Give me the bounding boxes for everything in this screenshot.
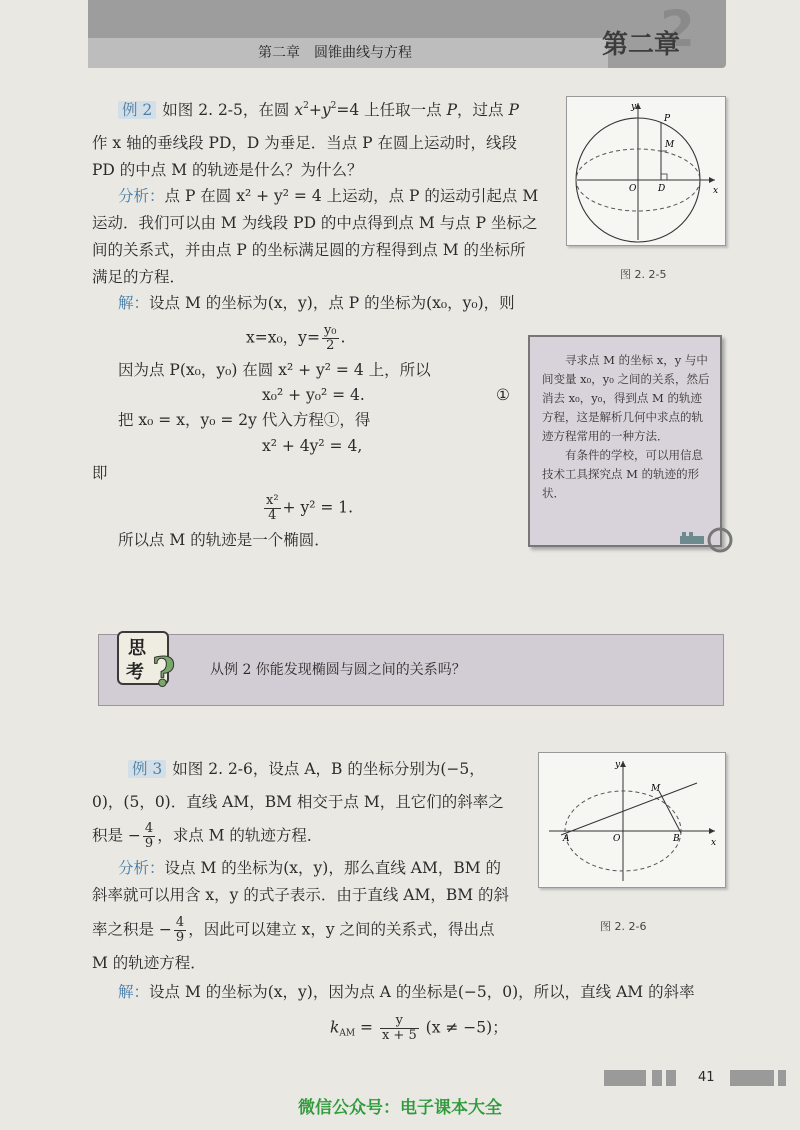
footer-bar (666, 1070, 676, 1086)
slope-symbol: k (330, 1018, 340, 1037)
slope-condition: (x ≠ −5)； (425, 1018, 508, 1037)
equation-1-text: x=x₀，y= (246, 328, 320, 347)
example3-analysis-line2: 斜率就可以用含 x，y 的式子表示．由于直线 AM，BM 的斜 (92, 886, 510, 904)
note-paragraph-1: 寻求点 M 的坐标 x，y 与中间变量 x₀，y₀ 之间的关系，然后消去 x₀，y₀，得到点 M 的轨迹方程，这是解析几何中求点的轨迹方程常用的一种方法． (542, 353, 710, 443)
example3-line3 (92, 822, 322, 851)
fraction-denominator: 9 (175, 930, 185, 945)
footer-bar (652, 1070, 662, 1086)
example2-analysis-line4: 满足的方程． (92, 268, 186, 286)
equation-1: x=x₀，y= $\frac{\text{y₀}}{2}$ . (246, 323, 346, 353)
example3-label: 例 3 (128, 760, 166, 778)
equation-3: x² + 4y² = 4, (262, 437, 363, 455)
example2-text: ，过点 (457, 101, 504, 119)
example2-text: 如图 2. 2-5，在圆 (162, 101, 290, 119)
word-ji: 即 (92, 464, 108, 482)
circle-ellipse-figure (567, 97, 725, 245)
fraction-numerator: y₀ (323, 323, 337, 338)
figure-2-2-6-caption: 图 2. 2-6 (600, 920, 647, 933)
figure-2-2-5-caption: 图 2. 2-5 (620, 268, 667, 281)
fig-label-m: M (665, 140, 675, 150)
fig-label-o: O (613, 834, 621, 844)
example3-text: 积是 − (92, 826, 141, 845)
analysis-text: ，因此可以建立 x，y 之间的关系式，得出点 (188, 920, 495, 939)
example2-line1: 例 2 如图 2. 2-5，在圆 $x^2+y^2=4$ 上任取一点 P，过点 P (118, 100, 519, 120)
example2-because-line: 因为点 P(x₀，y₀) 在圆 x² + y² = 4 上，所以 (118, 361, 431, 379)
note-paragraph-2: 有条件的学校，可以用信息技术工具探究点 M 的轨迹的形状． (542, 448, 703, 500)
fraction-denominator: 2 (326, 338, 335, 353)
footer-bar (778, 1070, 786, 1086)
equation-4-fraction (264, 494, 281, 523)
think-question: 从例 2 你能发现椭圆与圆之间的关系吗？ (210, 662, 466, 678)
analysis-text: 率之积是 − (92, 920, 172, 939)
example2-conclusion: 所以点 M 的轨迹是一个椭圆． (118, 531, 330, 549)
fraction-numerator: x² (266, 493, 279, 508)
chapter-tab: 第二章 (602, 30, 681, 60)
solution-text: 设点 M 的坐标为(x，y)，点 P 的坐标为(x₀，y₀)，则 (149, 294, 515, 312)
chapter-digit: 2 (660, 0, 695, 58)
figure-2-2-6 (538, 752, 726, 888)
fraction-numerator: 4 (175, 915, 185, 930)
slope-fraction (380, 1014, 419, 1043)
fig-label-x: x (713, 186, 719, 196)
analysis-label: 分析： (118, 187, 165, 205)
example2-solution-line1 (118, 293, 515, 313)
example3-analysis-line3 (92, 916, 495, 945)
solution-label: 解： (118, 294, 150, 312)
analysis-fraction (174, 916, 186, 945)
figure-2-2-5 (566, 96, 726, 246)
fraction-denominator: 9 (144, 836, 154, 851)
key-icon (680, 526, 736, 556)
solution-text: 设点 M 的坐标为(x，y)，因为点 A 的坐标是(−5，0)，所以，直线 AM 的斜率 (149, 983, 695, 1001)
analysis-text: 点 P 在圆 x² + y² = 4 上运动，点 P 的运动引起点 M (164, 187, 539, 205)
footer-bar (730, 1070, 774, 1086)
fig-label-x: x (711, 838, 717, 848)
fraction-denominator: 4 (268, 508, 277, 523)
page-number: 41 (698, 1070, 715, 1085)
margin-note-text (542, 351, 710, 503)
fig-label-b: B (673, 834, 680, 844)
fig-label-d: D (658, 184, 666, 194)
svg-text:?: ? (152, 649, 176, 692)
example3-solution-line1 (118, 982, 695, 1002)
think-badge-icon (112, 620, 184, 692)
footer-bar (604, 1070, 646, 1086)
analysis-text: 设点 M 的坐标为(x，y)，那么直线 AM，BM 的 (164, 859, 502, 877)
example3-line1 (128, 759, 485, 779)
slope-subscript: AM (339, 1028, 356, 1039)
equation-4 (262, 494, 353, 523)
example2-substitute-line: 把 x₀ = x，y₀ = 2y 代入方程①，得 (118, 411, 371, 429)
running-title: 第二章 圆锥曲线与方程 (258, 45, 412, 61)
fig-label-p: P (664, 114, 671, 124)
think-badge-top: 思 (128, 638, 146, 659)
equation-2-tag: ① (496, 386, 510, 404)
fig-label-o: O (629, 184, 637, 194)
fig-label-a: A (563, 834, 570, 844)
fig-label-m: M (651, 784, 661, 794)
fraction-numerator: y (380, 1014, 419, 1029)
fig-label-y: y (631, 102, 637, 112)
equation-1-fraction (322, 324, 339, 353)
think-badge-bottom: 考 (126, 662, 144, 683)
equation-2: x₀² + y₀² = 4. (262, 386, 365, 404)
example3-analysis-line1 (118, 858, 501, 878)
watermark: 微信公众号：电子课本大全 (298, 1098, 502, 1118)
solution-label: 解： (118, 983, 150, 1001)
example3-text: 如图 2. 2-6，设点 A，B 的坐标分别为(−5， (172, 760, 485, 778)
equation-slope: $k_{AM}$ = $\frac{y}{x + 5}$ (x ≠ −5)； (330, 1013, 508, 1043)
example2-text: 上任取一点 (364, 101, 442, 119)
example2-line3: PD 的中点 M 的轨迹是什么？为什么？ (92, 161, 363, 179)
example3-line2: 0)，(5，0)．直线 AM，BM 相交于点 M，且它们的斜率之 (92, 793, 504, 811)
fraction-denominator: x + 5 (381, 1028, 417, 1043)
example2-analysis-line2: 运动．我们可以由 M 为线段 PD 的中点得到点 M 与点 P 坐标之 (92, 214, 538, 232)
example2-analysis-line1 (118, 186, 538, 206)
margin-note-box (528, 335, 722, 547)
example3-analysis-line4: M 的轨迹方程． (92, 954, 206, 972)
fraction-numerator: 4 (144, 821, 154, 836)
example2-line2: 作 x 轴的垂线段 PD，D 为垂足．当点 P 在圆上运动时，线段 (92, 134, 518, 152)
ellipse-lines-figure (539, 753, 725, 887)
example3-fraction (143, 822, 155, 851)
fig-label-y: y (615, 760, 621, 770)
example2-label: 例 2 (118, 101, 156, 119)
analysis-label: 分析： (118, 859, 165, 877)
example2-analysis-line3: 间的关系式，并由点 P 的坐标满足圆的方程得到点 M 的坐标所 (92, 241, 526, 259)
equation-4-text: + y² = 1. (282, 498, 354, 517)
example3-text: ，求点 M 的轨迹方程． (157, 826, 323, 845)
